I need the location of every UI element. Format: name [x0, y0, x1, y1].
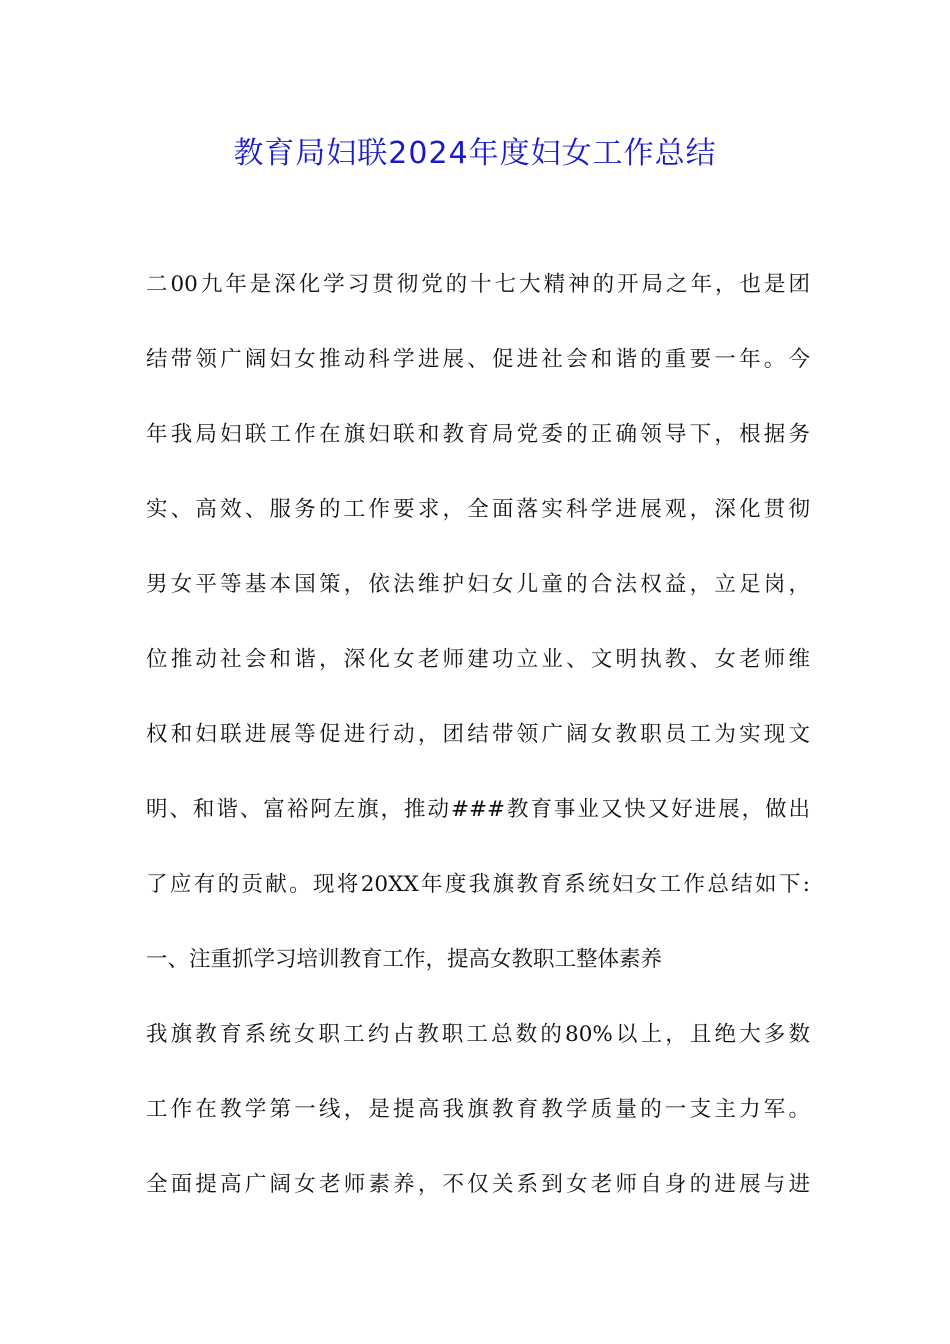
body-line: 了应有的贡献。现将20XX年度我旗教育系统妇女工作总结如下: [146, 872, 810, 897]
body-line: 实、高效、服务的工作要求，全面落实科学进展观，深化贯彻 [146, 497, 810, 522]
body-line: 一、注重抓学习培训教育工作，提高女教职工整体素养 [146, 947, 663, 972]
body-line: 全面提高广阔女老师素养，不仅关系到女老师自身的进展与进 [146, 1172, 810, 1197]
body-line: 年我局妇联工作在旗妇联和教育局党委的正确领导下，根据务 [146, 422, 810, 447]
body-line: 位推动社会和谐，深化女老师建功立业、文明执教、女老师维 [146, 647, 810, 672]
document-title: 教育局妇联2024年度妇女工作总结 [233, 136, 717, 171]
body-line: 男女平等基本国策，依法维护妇女儿童的合法权益，立足岗， [146, 572, 810, 597]
body-line: 工作在教学第一线，是提高我旗教育教学质量的一支主力军。 [146, 1097, 810, 1122]
body-line: 权和妇联进展等促进行动，团结带领广阔女教职员工为实现文 [146, 722, 810, 747]
document-body [146, 258, 810, 1233]
body-line: 结带领广阔妇女推动科学进展、促进社会和谐的重要一年。今 [146, 347, 810, 372]
body-line: 二00九年是深化学习贯彻党的十七大精神的开局之年，也是团 [146, 272, 810, 297]
body-line: 明、和谐、富裕阿左旗，推动###教育事业又快又好进展，做出 [146, 797, 810, 822]
body-line: 我旗教育系统女职工约占教职工总数的80%以上，且绝大多数 [146, 1022, 810, 1047]
